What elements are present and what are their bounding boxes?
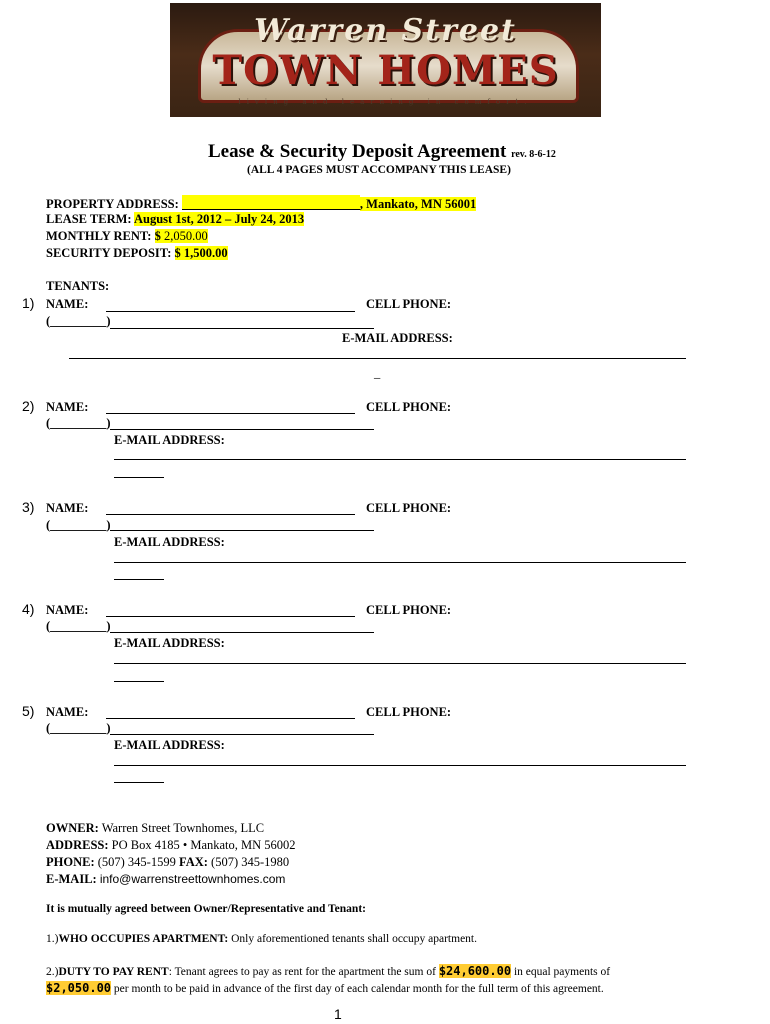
tenant-name-label: NAME:	[46, 297, 89, 311]
page-number: 1	[334, 1006, 342, 1022]
tenant-phone-paren: (_________)	[46, 619, 111, 633]
lease-term-row	[46, 212, 304, 227]
owner-email-link[interactable]: info@warrenstreettownhomes.com	[99, 872, 286, 886]
tenants-label: TENANTS:	[46, 279, 110, 293]
agreement-intro: It is mutually agreed between Owner/Representative and Tenant:	[46, 903, 366, 915]
tenant-email-label: E-MAIL ADDRESS:	[114, 636, 225, 650]
tenant-name-label: NAME:	[46, 501, 89, 515]
tenant-email-field[interactable]	[114, 765, 686, 766]
clause-2-line-1	[46, 964, 610, 978]
monthly-rent-currency: $	[154, 229, 161, 243]
tenant-number: 4)	[22, 601, 35, 617]
tenant-cell-label: CELL PHONE:	[366, 501, 452, 515]
tenant-email-label: E-MAIL ADDRESS:	[114, 433, 225, 447]
tenant-cell-field[interactable]	[110, 328, 374, 329]
owner-phone-label: PHONE:	[46, 855, 95, 869]
tenant-cell-field[interactable]	[110, 632, 374, 633]
property-city: , Mankato, MN 56001	[359, 197, 477, 211]
tenant-cell-field[interactable]	[110, 734, 374, 735]
tenant-email-label: E-MAIL ADDRESS:	[114, 535, 225, 549]
tenant-name-label: NAME:	[46, 400, 89, 414]
clause-2-line-2	[46, 981, 604, 995]
tenant-name-field[interactable]	[106, 514, 355, 515]
tenant-cell-label: CELL PHONE:	[366, 603, 452, 617]
tenant-email-field-cont[interactable]	[114, 477, 164, 478]
clause-1-text: Only aforementioned tenants shall occupy apartment.	[231, 933, 478, 945]
property-address-row	[46, 195, 476, 212]
tenant-phone-paren: (_________)	[46, 721, 111, 735]
clause-2-total: $24,600.00	[438, 964, 512, 978]
owner-phone-value: (507) 345-1599	[97, 855, 176, 869]
clause-1-heading: WHO OCCUPIES APARTMENT:	[58, 933, 229, 945]
tenant-cell-label: CELL PHONE:	[366, 297, 452, 311]
tenant-phone-paren: (_________)	[46, 416, 111, 430]
tenant-email-field[interactable]	[69, 358, 686, 359]
clause-2-text-a: : Tenant agrees to pay as rent for the apartment the sum of	[168, 966, 436, 978]
owner-email-row	[46, 872, 285, 887]
security-deposit-currency: $	[174, 246, 181, 260]
tenant-cell-field[interactable]	[110, 429, 374, 430]
clause-2-monthly: $2,050.00	[46, 981, 112, 995]
clause-2-heading: DUTY TO PAY RENT	[58, 966, 169, 978]
monthly-rent-value[interactable]: 2,050.00	[163, 229, 208, 243]
tenant-email-field-cont[interactable]	[114, 782, 164, 783]
company-logo	[170, 3, 601, 117]
owner-address-label: ADDRESS:	[46, 838, 109, 852]
lease-term-value[interactable]: August 1st, 2012 – July 24, 2013	[134, 212, 305, 226]
tenant-email-field[interactable]	[114, 663, 686, 664]
tenant-name-field[interactable]	[106, 311, 355, 312]
owner-email-label: E-MAIL:	[46, 872, 97, 886]
property-address-label: PROPERTY ADDRESS:	[46, 197, 179, 211]
logo-script-text: Warren Street	[254, 13, 517, 48]
owner-row	[46, 821, 264, 836]
owner-fax-value: (507) 345-1980	[211, 855, 290, 869]
lease-term-label: LEASE TERM:	[46, 212, 132, 226]
logo-main-text: TOWN HOMES	[212, 47, 559, 94]
tenant-name-label: NAME:	[46, 705, 89, 719]
clause-1	[46, 933, 477, 945]
tenant-number: 3)	[22, 499, 35, 515]
clause-2-number: 2.)	[46, 966, 59, 978]
tenant-email-field[interactable]	[114, 562, 686, 563]
tenant-name-label: NAME:	[46, 603, 89, 617]
tenant-cell-label: CELL PHONE:	[366, 705, 452, 719]
clause-2-text-b: in equal payments of	[513, 966, 611, 978]
document-title	[208, 141, 556, 163]
property-address-field[interactable]	[182, 195, 360, 210]
clause-1-number: 1.)	[46, 933, 59, 945]
owner-label: OWNER:	[46, 821, 99, 835]
tenant-email-label: E-MAIL ADDRESS:	[342, 331, 453, 345]
monthly-rent-row	[46, 229, 208, 244]
tenant-email-label: E-MAIL ADDRESS:	[114, 738, 225, 752]
revision-text: rev. 8-6-12	[511, 149, 556, 160]
owner-phone-row	[46, 855, 289, 870]
tenant-phone-paren: (_________)	[46, 518, 111, 532]
owner-address-value: PO Box 4185 • Mankato, MN 56002	[111, 838, 296, 852]
tenant-name-field[interactable]	[106, 718, 355, 719]
security-deposit-row	[46, 246, 228, 261]
tenant-phone-paren: (_________)	[46, 314, 111, 328]
logo-tagline: living and learning in comfort.	[238, 98, 533, 106]
monthly-rent-label: MONTHLY RENT:	[46, 229, 152, 243]
owner-value: Warren Street Townhomes, LLC	[101, 821, 265, 835]
security-deposit-value[interactable]: 1,500.00	[183, 246, 228, 260]
tenant-email-field[interactable]	[114, 459, 686, 460]
tenant-trailing-mark: _	[374, 366, 381, 380]
tenant-number: 2)	[22, 398, 35, 414]
tenant-name-field[interactable]	[106, 413, 355, 414]
title-text: Lease & Security Deposit Agreement	[208, 141, 507, 162]
clause-2-text-c: per month to be paid in advance of the first day of each calendar month for the full term of this agreement.	[113, 983, 604, 995]
owner-address-row	[46, 838, 296, 853]
tenant-cell-label: CELL PHONE:	[366, 400, 452, 414]
owner-fax-label: FAX:	[178, 855, 208, 869]
tenant-number: 1)	[22, 295, 35, 311]
document-subtitle: (ALL 4 PAGES MUST ACCOMPANY THIS LEASE)	[247, 164, 511, 176]
tenant-number: 5)	[22, 703, 35, 719]
tenant-name-field[interactable]	[106, 616, 355, 617]
tenant-name-row	[46, 297, 88, 312]
tenant-cell-field[interactable]	[110, 530, 374, 531]
tenant-email-field-cont[interactable]	[114, 579, 164, 580]
tenant-email-field-cont[interactable]	[114, 681, 164, 682]
security-deposit-label: SECURITY DEPOSIT:	[46, 246, 172, 260]
